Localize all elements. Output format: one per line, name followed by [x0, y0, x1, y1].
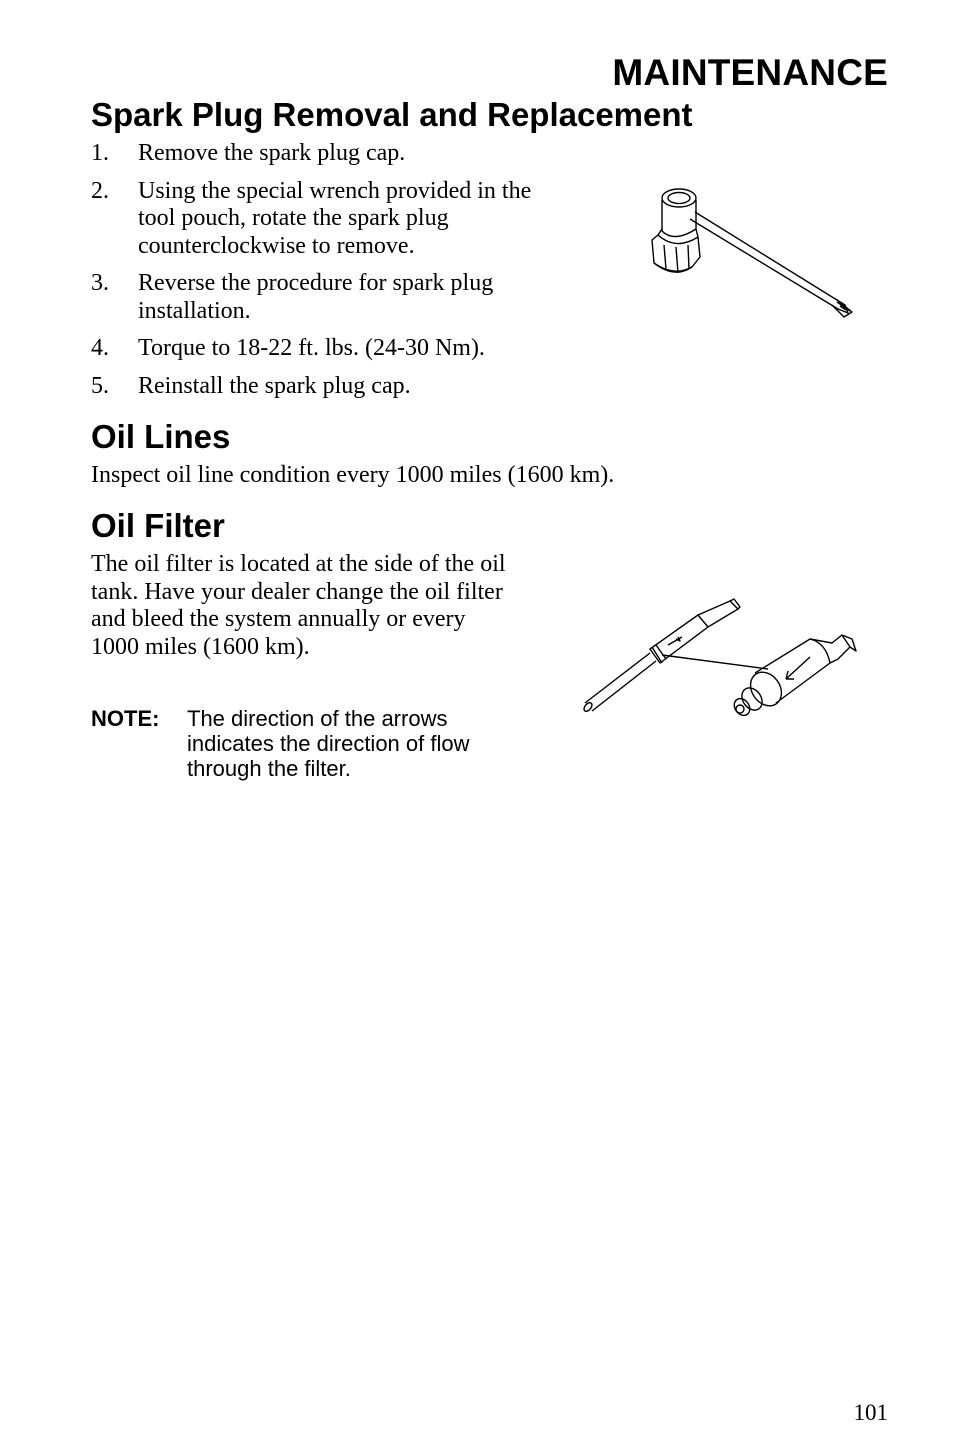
oil-filter-heading: Oil Filter	[91, 507, 225, 544]
oil-filter-illustration	[580, 595, 865, 730]
page-number: 101	[853, 1400, 888, 1425]
step-number: 2.	[91, 177, 109, 204]
step-number: 1.	[91, 140, 109, 166]
spark-plug-steps	[91, 140, 561, 410]
step-text: Torque to 18-22 ft. lbs. (24-30 Nm).	[138, 335, 485, 361]
note-text: The direction of the arrows indicates the direction of flow through the filter.	[187, 706, 470, 781]
step-text: Remove the spark plug cap.	[138, 140, 406, 166]
spark-plug-heading: Spark Plug Removal and Replacement	[91, 96, 693, 133]
step-item	[91, 178, 561, 261]
step-item	[91, 270, 561, 325]
step-text: Reverse the procedure for spark plug installation.	[138, 270, 494, 324]
oil-lines-heading: Oil Lines	[91, 418, 231, 455]
step-text: Reinstall the spark plug cap.	[138, 372, 411, 399]
step-item	[91, 335, 561, 363]
step-number: 5.	[91, 372, 109, 399]
step-text: Using the special wrench provided in the tool pouch, rotate the spark plug counterclockwise to remove.	[138, 177, 532, 259]
step-item	[91, 140, 561, 168]
spark-plug-wrench-illustration	[640, 185, 870, 335]
note-label: NOTE:	[91, 706, 160, 731]
oil-lines-text: Inspect oil line condition every 1000 miles (1600 km).	[91, 462, 615, 488]
oil-filter-text: The oil filter is located at the side of the oil tank. Have your dealer change the oil filter and bleed the system annually or every 1000 miles (1600 km).	[91, 551, 506, 660]
step-number: 3.	[91, 270, 109, 296]
step-item	[91, 373, 561, 401]
step-number: 4.	[91, 335, 109, 361]
section-header: MAINTENANCE	[612, 52, 888, 93]
